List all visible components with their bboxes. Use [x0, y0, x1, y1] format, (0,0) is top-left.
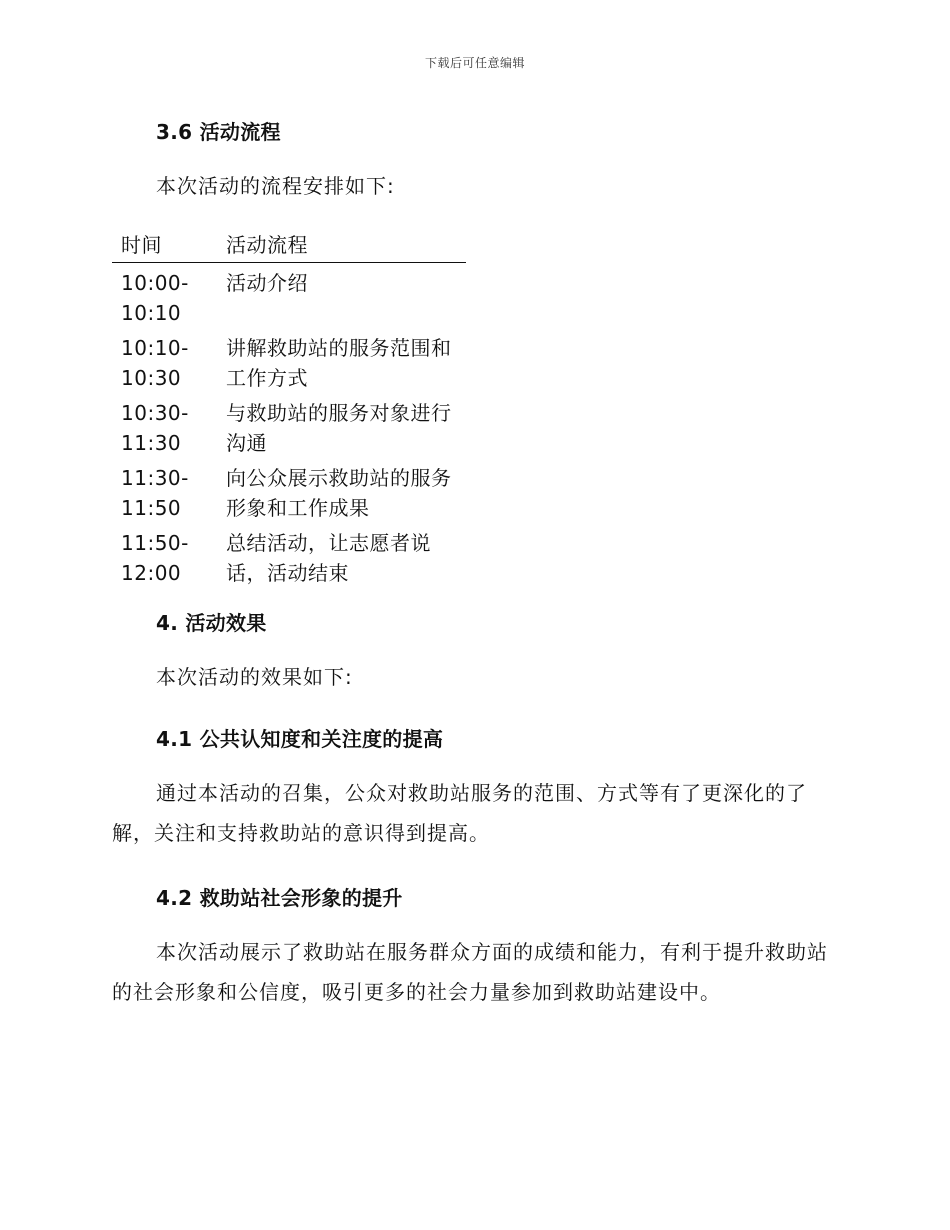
time-cell: [112, 528, 226, 588]
section-4-2-heading: 4.2 救助站社会形象的提升: [156, 886, 403, 910]
flow-cell: 向公众展示救助站的服务形象和工作成果: [226, 466, 452, 520]
table-row: [112, 528, 466, 588]
section-4-intro: 本次活动的效果如下:: [156, 665, 353, 689]
schedule-table: [112, 230, 466, 588]
page-header: 下载后可任意编辑: [424, 56, 525, 70]
section-4-heading: 4. 活动效果: [156, 611, 267, 635]
table-row: [112, 333, 466, 393]
time-cell: [112, 268, 226, 328]
time-cell: [112, 398, 226, 458]
time-cell: [112, 333, 226, 393]
time-end: 11:30: [121, 431, 182, 455]
time-end: 10:10: [121, 301, 182, 325]
table-row: [112, 398, 466, 458]
time-end: 11:50: [121, 496, 182, 520]
table-row: [112, 463, 466, 523]
table-row: [112, 268, 466, 328]
section-4-2-body: 本次活动展示了救助站在服务群众方面的成绩和能力，有利于提升救助站的社会形象和公信度，吸引更多的社会力量参加到救助站建设中。: [112, 940, 828, 1004]
column-header-flow: 活动流程: [226, 233, 308, 257]
schedule-table-header: [112, 230, 466, 263]
flow-cell: 总结活动，让志愿者说话，活动结束: [226, 531, 431, 585]
time-start: 10:30-: [121, 401, 189, 425]
time-start: 10:10-: [121, 336, 189, 360]
time-end: 10:30: [121, 366, 182, 390]
section-4-1-body: 通过本活动的召集，公众对救助站服务的范围、方式等有了更深化的了解，关注和支持救助站的意识得到提高。: [112, 781, 807, 845]
time-end: 12:00: [121, 561, 182, 585]
flow-cell: 讲解救助站的服务范围和工作方式: [226, 336, 452, 390]
section-4-1-heading: 4.1 公共认知度和关注度的提高: [156, 727, 444, 751]
time-start: 11:50-: [121, 531, 189, 555]
time-start: 10:00-: [121, 271, 189, 295]
section-3-6-intro: 本次活动的流程安排如下:: [156, 174, 395, 198]
section-3-6-heading: 3.6 活动流程: [156, 120, 281, 144]
time-cell: [112, 463, 226, 523]
time-start: 11:30-: [121, 466, 189, 490]
flow-cell: 与救助站的服务对象进行沟通: [226, 401, 452, 455]
flow-cell: 活动介绍: [226, 271, 308, 295]
column-header-time: 时间: [121, 233, 162, 257]
